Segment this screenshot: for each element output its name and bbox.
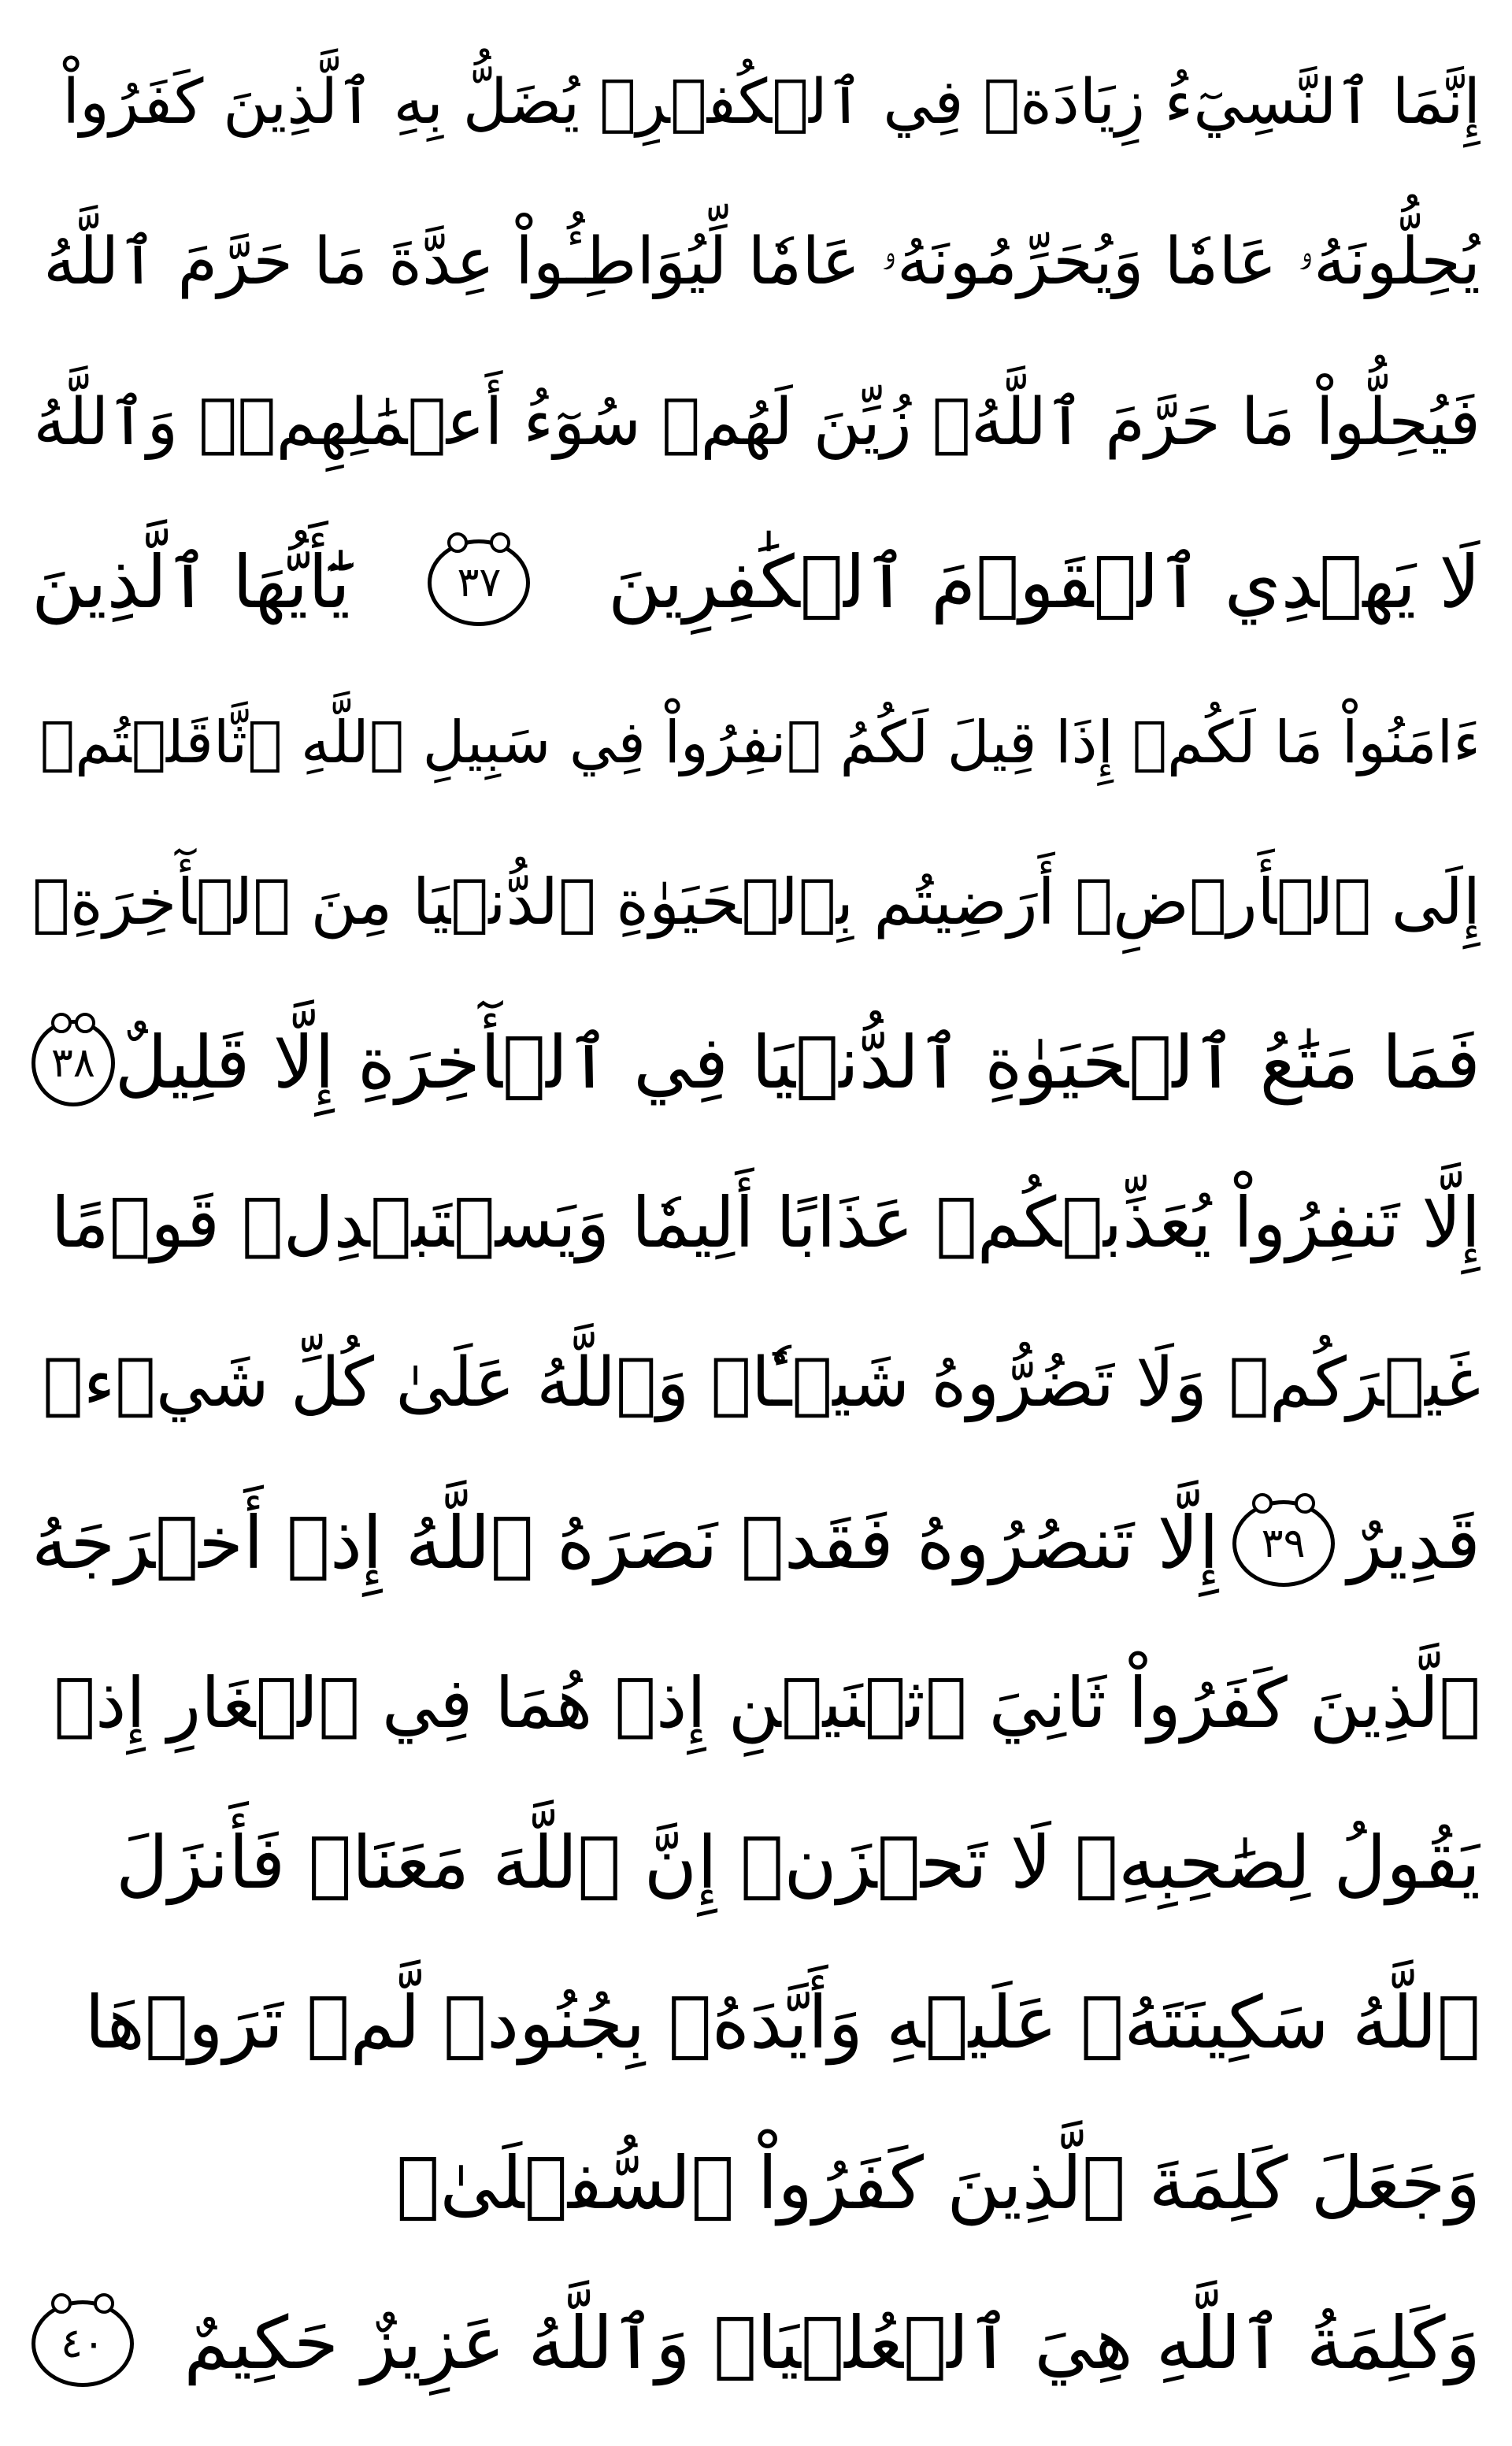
ayah-number-marker: ٤٠ [32, 2300, 134, 2387]
verse-text: قَدِيرٌ [1347, 1500, 1480, 1585]
text-line [32, 1633, 1480, 1774]
verse-text: إِنَّمَا ٱلنَّسِيٓءُ زِيَادَةٞ فِي ٱلۡكُفۡرِۖ يُضَلُّ بِهِ ٱلَّذِينَ كَفَرُواْ [62, 67, 1480, 138]
text-line [32, 672, 1480, 813]
ayah-number-marker: ٣٨ [32, 1020, 115, 1106]
verse-text: فَمَا مَتَٰعُ ٱلۡحَيَوٰةِ ٱلدُّنۡيَا فِي ٱلۡأٓخِرَةِ إِلَّا قَلِيلٌ [114, 1020, 1480, 1105]
verse-text: ٱللَّهُ سَكِينَتَهُۥ عَلَيۡهِ وَأَيَّدَهُۥ بِجُنُودٖ لَّمۡ تَرَوۡهَا [84, 1981, 1480, 2066]
text-line [32, 191, 1480, 333]
verse-text: إِلَّا تَنفِرُواْ يُعَذِّبۡكُمۡ عَذَابًا أَلِيمٗا وَيَسۡتَبۡدِلۡ قَوۡمًا [50, 1181, 1480, 1263]
text-line [32, 512, 1480, 654]
verse-text: غَيۡرَكُمۡ وَلَا تَضُرُّوهُ شَيۡـٔٗاۗ وَٱللَّهُ عَلَىٰ كُلِّ شَيۡءٖ [43, 1343, 1480, 1423]
text-line [32, 352, 1480, 494]
verse-text: يَقُولُ لِصَٰحِبِهِۦ لَا تَحۡزَنۡ إِنَّ ٱللَّهَ مَعَنَاۖ فَأَنزَلَ [116, 1821, 1480, 1906]
verse-text: وَكَلِمَةُ ٱللَّهِ هِيَ ٱلۡعُلۡيَاۗ وَٱللَّهُ عَزِيزٌ حَكِيمٌ [183, 2300, 1480, 2385]
verse-text: فَيُحِلُّواْ مَا حَرَّمَ ٱللَّهُۚ زُيِّنَ لَهُمۡ سُوٓءُ أَعۡمَٰلِهِمۡۗ وَٱللَّهُ [33, 384, 1480, 460]
text-line [32, 992, 1480, 1134]
verse-text: يُحِلُّونَهُۥ عَامٗا وَيُحَرِّمُونَهُۥ عَامٗا لِّيُوَاطِـُٔواْ عِدَّةَ مَا حَرَّمَ ٱللَّهُ [43, 224, 1480, 300]
verse-text: ءَامَنُواْ مَا لَكُمۡ إِذَا قِيلَ لَكُمُ ٱنفِرُواْ فِي سَبِيلِ ٱللَّهِ ٱثَّاقَلۡتُمۡ [39, 709, 1480, 777]
verse-text: لَا يَهۡدِي ٱلۡقَوۡمَ ٱلۡكَٰفِرِينَ [608, 539, 1480, 624]
verse-text: وَجَعَلَ كَلِمَةَ ٱلَّذِينَ كَفَرُواْ ٱلسُّفۡلَىٰۗ [396, 2140, 1480, 2225]
text-line [32, 1792, 1480, 1934]
verse-text: يَٰٓأَيُّهَا ٱلَّذِينَ [32, 539, 350, 624]
mushaf-page [32, 32, 1480, 2414]
verse-text: ٱلَّذِينَ كَفَرُواْ ثَانِيَ ٱثۡنَيۡنِ إِذۡ هُمَا فِي ٱلۡغَارِ إِذۡ [54, 1662, 1480, 1744]
text-line [32, 32, 1480, 173]
text-line [32, 832, 1480, 973]
ayah-number-marker: ٣٩ [1232, 1500, 1335, 1587]
text-line [32, 2113, 1480, 2255]
text-line [32, 1152, 1480, 1294]
text-line [32, 1473, 1480, 1614]
verse-text: إِلَّا تَنصُرُوهُ فَقَدۡ نَصَرَهُ ٱللَّهُ إِذۡ أَخۡرَجَهُ [32, 1500, 1219, 1585]
text-line [32, 1312, 1480, 1454]
text-line [32, 2273, 1480, 2414]
ayah-number-marker: ٣٧ [428, 539, 530, 626]
text-line [32, 1952, 1480, 2094]
verse-text: إِلَى ٱلۡأَرۡضِۚ أَرَضِيتُم بِٱلۡحَيَوٰةِ ٱلدُّنۡيَا مِنَ ٱلۡأٓخِرَةِۚ [32, 865, 1480, 939]
